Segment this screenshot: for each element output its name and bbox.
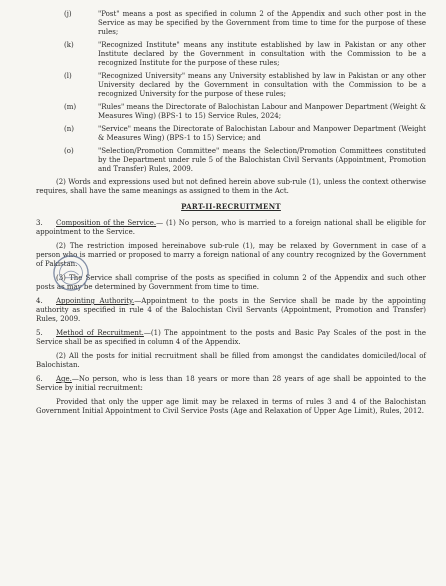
section-5 [36,329,426,347]
section-text: —(1) The appointment to the posts and Basic Pay Scales of the post in the Service shall be as specified in column 4 of the Appendix. [36,329,426,346]
section-6-proviso: Provided that only the upper age limit may be relaxed in terms of rules 3 and 4 of the Balochistan Government Initial Appointment to Civil Service Posts (Age and Relaxation of Upper Age Limit), Rules, 2012. [36,398,426,415]
section-text: — (1) No person, who is married to a foreign national shall be eligible for appointment to the Service. [36,219,426,236]
section-number: 6. [36,375,43,383]
definition-label: (l) [64,72,72,80]
section-3 [36,219,426,237]
section-number: 4. [36,297,43,305]
definition-m [36,103,426,121]
section-number: 5. [36,329,43,337]
section-3-subrule-3: (3) The Service shall comprise of the posts as specified in column 2 of the Appendix and such other posts as may be determined by Government from time to time. [36,274,426,291]
section-text: —Appointment to the posts in the Service shall be made by the appointing authority as specified in rule 4 of the Balochistan Civil Servants (Appointment, Promotion and Transfer) Rules, 2009. [36,297,426,323]
definition-label: (o) [64,147,74,155]
section-title: Composition of the Service. [56,219,157,227]
definition-text: "Recognized University" means any University established by law in Pakistan or any other University declared by the Government in consultation with the Commission to be a recognized University for the purpose of these rules; [98,72,426,98]
definition-l [36,72,426,99]
definition-label: (n) [64,125,74,133]
section-4 [36,297,426,324]
section-title: Method of Recruitment. [56,329,144,337]
paragraph-2: (2) Words and expressions used but not defined herein above sub-rule (1), unless the context otherwise requires, shall have the same meanings as assigned to them in the Act. [36,178,426,195]
definition-label: (j) [64,10,72,18]
definition-o [36,147,426,174]
section-title: Age. [56,375,72,383]
definition-text: "Selection/Promotion Committee" means the Selection/Promotion Committees constituted by the Department under rule 5 of the Balochistan Civil Servants (Appointment, Promotion and Transfer) Rules, 2009. [98,147,426,173]
section-3-subrule-2: (2) The restriction imposed hereinabove sub-rule (1), may be relaxed by Government in case of a person who is married or proposed to marry a foreign national of any country recognized by the Government of Pakistan. [36,242,426,268]
definition-text: "Recognized Institute" means any institute established by law in Pakistan or any other Institute declared by the Government in consultation with the Commission to be a recognized Institute for the purpose of these rules; [98,41,426,67]
definition-label: (k) [64,41,74,49]
section-5-subrule-2: (2) All the posts for initial recruitment shall be filled from amongst the candidates domiciled/local of Balochistan. [36,352,426,369]
definition-k [36,41,426,68]
definition-label: (m) [64,103,77,111]
section-number: 3. [36,219,43,227]
section-text: —No person, who is less than 18 years or more than 28 years of age shall be appointed to the Service by initial recruitment: [36,375,426,392]
official-seal-icon [52,254,90,292]
section-6 [36,375,426,393]
definition-text: "Post" means a post as specified in column 2 of the Appendix and such other post in the Service as may be specified by the Government from time to time for the purpose of these rules; [98,10,426,36]
definition-text: "Service" means the Directorate of Balochistan Labour and Manpower Department (Weight & Measures Wing) (BPS-1 to 15) Service; and [98,125,426,142]
part-heading: PART-II-RECRUITMENT [181,202,281,211]
definition-j [36,10,426,37]
definition-n [36,125,426,143]
definition-text: "Rules" means the Directorate of Balochistan Labour and Manpower Department (Weight & Measures Wing) (BPS-1 to 15) Service Rules, 2024; [98,103,426,120]
section-title: Appointing Authority. [56,297,135,305]
